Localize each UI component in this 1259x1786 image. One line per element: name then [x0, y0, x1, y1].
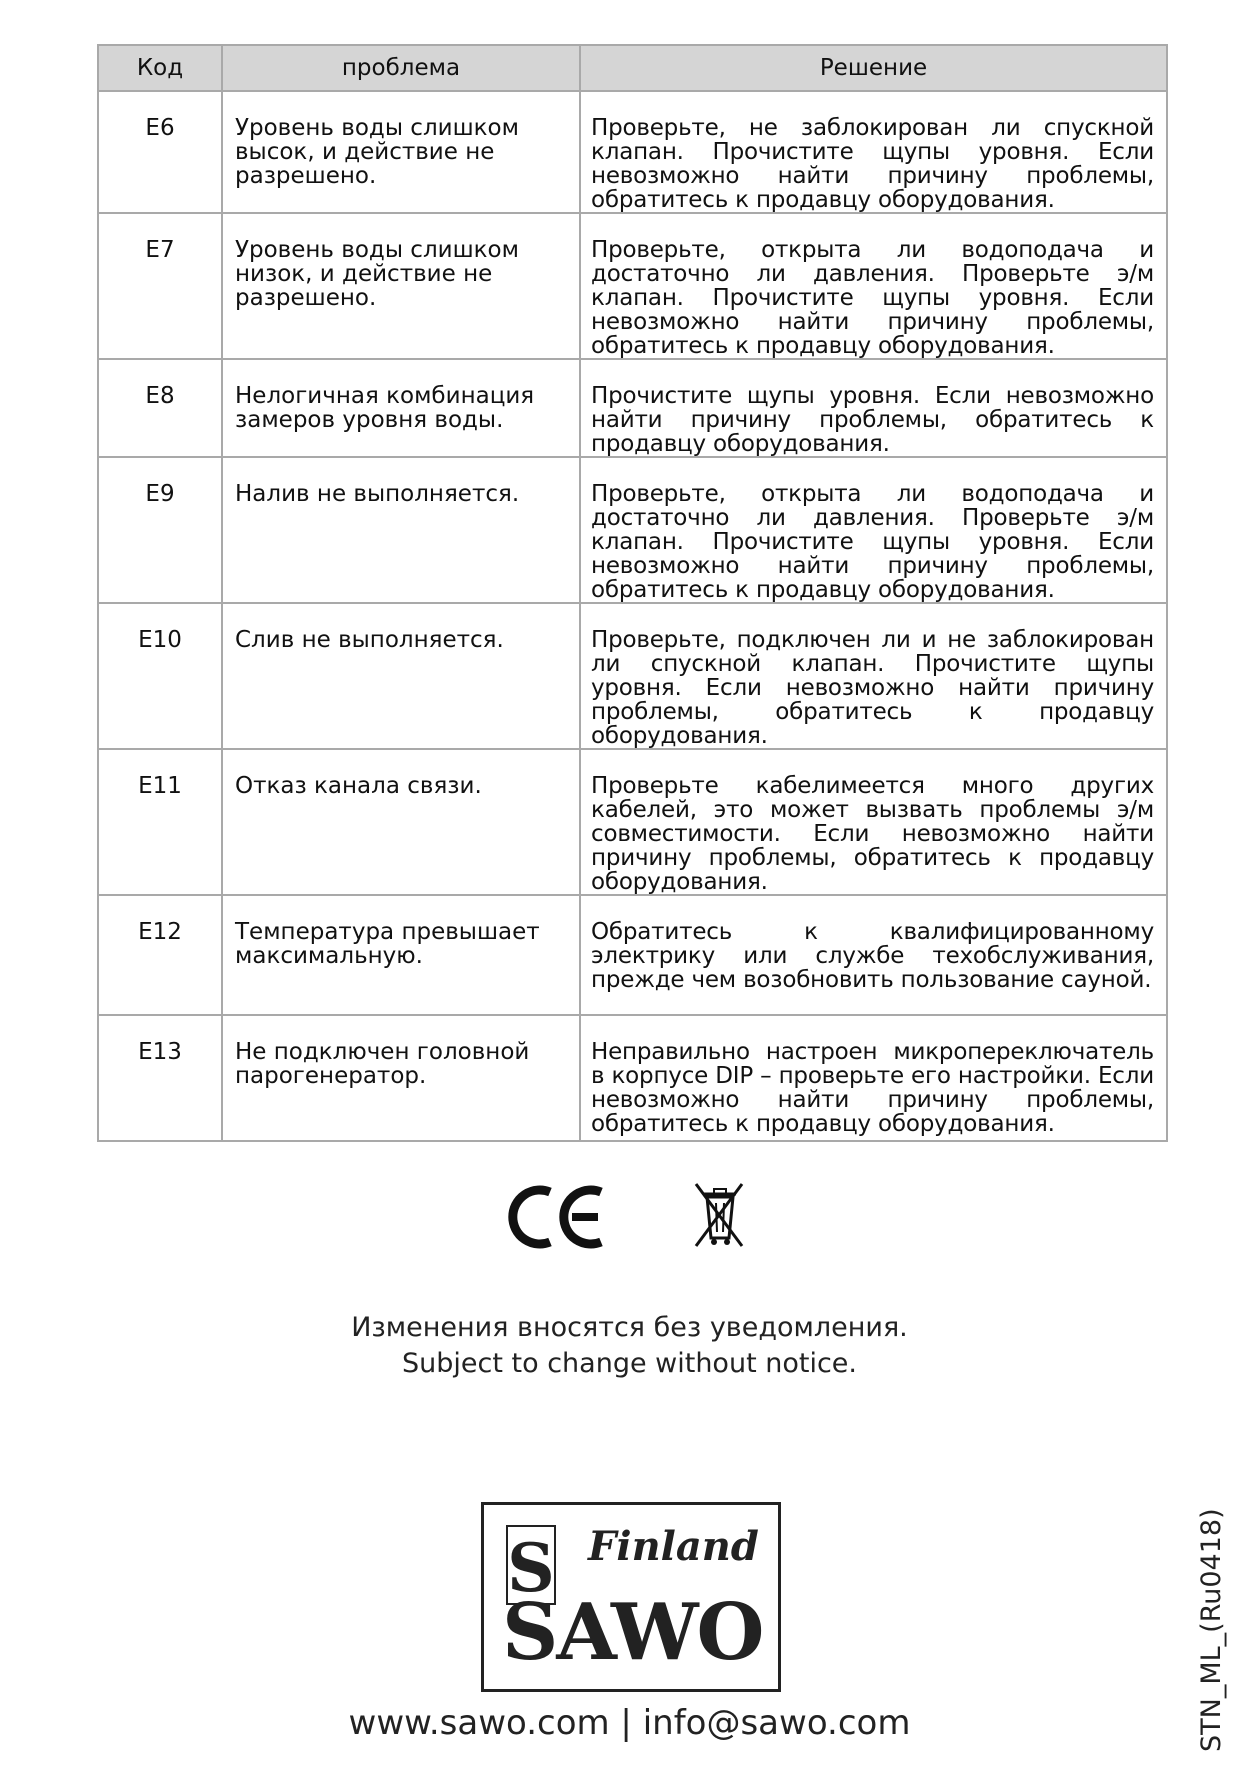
row-solution: Прочистите щупы уровня. Если невозможно найти причину проблемы, обратитесь к продавцу оборудования.	[580, 359, 1167, 457]
row-solution: Проверьте, не заблокирован ли спускной клапан. Прочистите щупы уровня. Если невозможно найти причину проблемы, обратитесь к продавцу оборудования.	[580, 91, 1167, 213]
row-solution: Проверьте, открыта ли водоподача и достаточно ли давления. Проверьте э/м клапан. Прочистите щупы уровня. Если невозможно найти причину проблемы, обратитесь к продавцу оборудования.	[580, 457, 1167, 603]
row-solution: Неправильно настроен микропереключатель в корпусе DIP – проверьте его настройки. Если невозможно найти причину проблемы, обратитесь к продавцу оборудования.	[580, 1015, 1167, 1141]
table-row	[98, 91, 1167, 213]
table-row	[98, 749, 1167, 895]
logo-finland: Finland	[588, 1523, 759, 1570]
row-problem: Не подключен головной парогенератор.	[222, 1015, 580, 1141]
notice-ru: Изменения вносятся без уведомления.	[351, 1312, 908, 1343]
row-problem: Температура превышает максимальную.	[222, 895, 580, 1015]
row-code: E11	[98, 749, 222, 895]
row-problem: Налив не выполняется.	[222, 457, 580, 603]
row-code: E6	[98, 91, 222, 213]
row-problem: Отказ канала связи.	[222, 749, 580, 895]
header-code: Код	[98, 45, 222, 91]
ce-mark-icon	[508, 1182, 608, 1252]
row-code: E7	[98, 213, 222, 359]
table-row	[98, 213, 1167, 359]
table-row	[98, 895, 1167, 1015]
row-solution: Проверьте, подключен ли и не заблокирован ли спускной клапан. Прочистите щупы уровня. Если невозможно найти причину проблемы, обратитесь к продавцу оборудования.	[580, 603, 1167, 749]
table-row	[98, 359, 1167, 457]
row-problem: Слив не выполняется.	[222, 603, 580, 749]
row-code: E10	[98, 603, 222, 749]
row-code: E12	[98, 895, 222, 1015]
weee-crossed-bin-icon	[690, 1178, 748, 1250]
error-table	[97, 44, 1168, 1142]
row-problem: Уровень воды слишком высок, и действие не разрешено.	[222, 91, 580, 213]
row-code: E9	[98, 457, 222, 603]
header-problem: проблема	[222, 45, 580, 91]
table-row	[98, 603, 1167, 749]
change-notice	[0, 1310, 1259, 1382]
header-solution: Решение	[580, 45, 1167, 91]
error-code-table	[97, 44, 1166, 1142]
row-solution: Проверьте кабелимеется много других кабелей, это может вызвать проблемы э/м совместимости. Если невозможно найти причину проблемы, обратитесь к продавцу оборудования.	[580, 749, 1167, 895]
certification-marks	[0, 1182, 1259, 1262]
notice-en: Subject to change without notice.	[402, 1348, 857, 1379]
row-code: E8	[98, 359, 222, 457]
document-id: STN_ML_(Ru0418)	[1196, 1508, 1227, 1752]
row-problem: Нелогичная комбинация замеров уровня воды.	[222, 359, 580, 457]
row-code: E13	[98, 1015, 222, 1141]
table-row	[98, 1015, 1167, 1141]
logo-brand: SAWO	[502, 1587, 763, 1678]
sawo-logo	[481, 1502, 781, 1692]
row-problem: Уровень воды слишком низок, и действие не разрешено.	[222, 213, 580, 359]
row-solution: Проверьте, открыта ли водоподача и достаточно ли давления. Проверьте э/м клапан. Прочистите щупы уровня. Если невозможно найти причину проблемы, обратитесь к продавцу оборудования.	[580, 213, 1167, 359]
table-header-row	[98, 45, 1167, 91]
contacts: www.sawo.com | info@sawo.com	[348, 1703, 911, 1743]
table-row	[98, 457, 1167, 603]
row-solution: Обратитесь к квалифицированному электрику или службе техобслуживания, прежде чем возобновить пользование сауной.	[580, 895, 1167, 1015]
logo-s-letter: S	[507, 1529, 555, 1605]
